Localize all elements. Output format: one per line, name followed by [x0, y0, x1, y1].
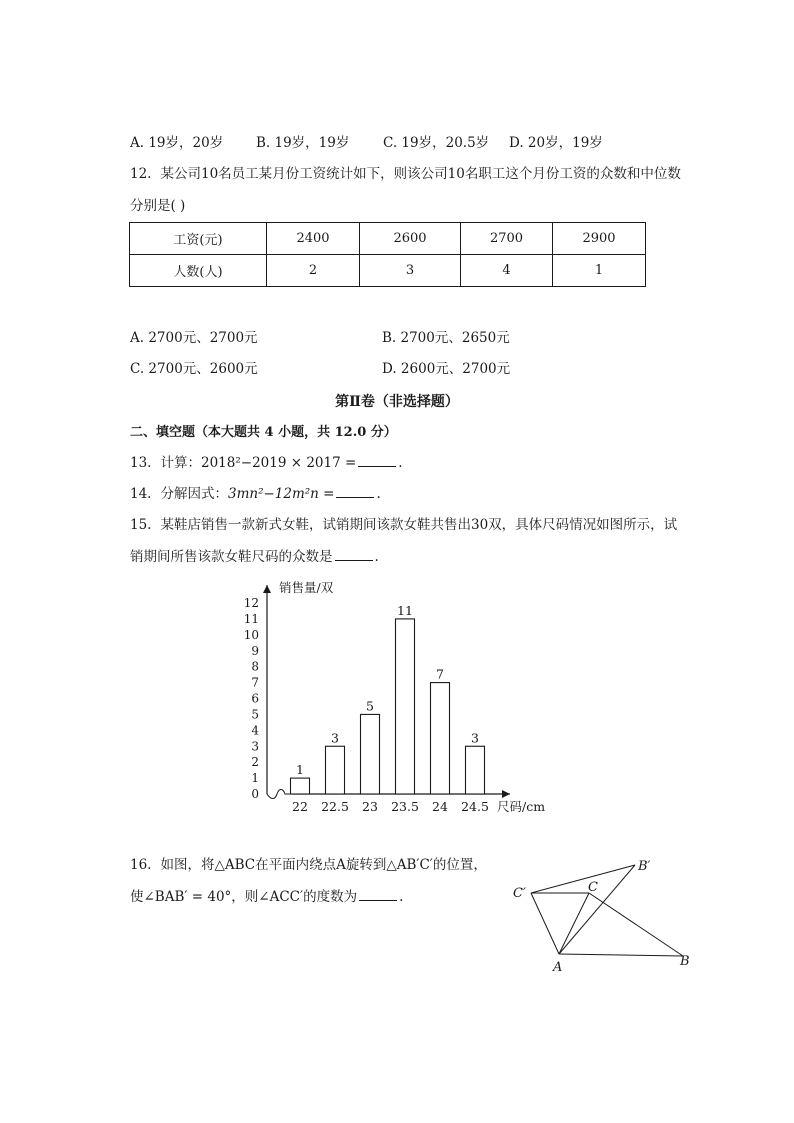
bar-value-label: 11 — [397, 602, 413, 618]
point-c-label: C — [588, 880, 598, 895]
answer-blank — [336, 483, 374, 498]
y-tick-label: 9 — [251, 643, 259, 658]
q12-stem-text: 某公司10名员工某月份工资统计如下，则该公司10名职工这个月份工资的众数和中位数 — [160, 166, 681, 182]
q11-option-a: A. 19岁，20岁 — [130, 135, 224, 151]
segment-a-b-prime — [559, 865, 635, 954]
y-tick-label: 10 — [243, 627, 259, 642]
bar — [431, 683, 450, 794]
q13-number: 13. — [130, 455, 152, 471]
section-subtitle: 二、填空题（本大题共 4 小题，共 12.0 分） — [130, 425, 397, 440]
q16-number: 16. — [130, 857, 152, 873]
answer-blank — [358, 452, 396, 467]
bar — [291, 778, 310, 794]
q13-suffix: . — [398, 455, 403, 471]
bar-value-label: 3 — [331, 730, 339, 746]
y-tick-label: 12 — [243, 596, 259, 610]
table-cell: 1 — [553, 255, 646, 287]
q15-line1 — [130, 515, 677, 535]
bar-value-label: 5 — [366, 698, 374, 714]
point-a-label: A — [553, 960, 563, 975]
q15-line2 — [130, 546, 379, 567]
q15-text: 某鞋店销售一款新式女鞋，试销期间该款女鞋共售出30双，具体尺码情况如图所示，试 — [160, 517, 678, 533]
q12-option-a: A. 2700元、2700元 — [130, 330, 258, 346]
q14-suffix: . — [376, 486, 381, 502]
table-cell: 3 — [360, 255, 461, 287]
point-c-prime-label: C′ — [513, 886, 526, 901]
table-cell: 2700 — [461, 223, 553, 255]
q12-option-d: D. 2600元、2700元 — [382, 361, 511, 377]
bar — [396, 619, 415, 794]
y-tick-label: 11 — [243, 611, 259, 626]
point-b-label: B — [680, 954, 690, 969]
q14-number: 14. — [130, 486, 152, 502]
q12-option-b: B. 2700元、2650元 — [382, 330, 510, 346]
segment-c-b — [589, 893, 683, 956]
segment-a-b — [559, 954, 683, 956]
q16-text-2: 使∠BAB′ = 40°，则∠ACC′的度数为 — [130, 889, 358, 905]
y-axis-arrow — [263, 585, 271, 593]
x-tick-label: 23 — [362, 799, 378, 814]
wage-table-row — [130, 255, 646, 287]
x-tick-label: 24 — [432, 799, 448, 814]
y-axis-label: 销售量/双 — [279, 580, 334, 595]
x-tick-label: 24.5 — [461, 799, 489, 814]
wage-table — [129, 222, 646, 287]
table-cell: 2 — [267, 255, 360, 287]
shoe-size-bar-chart — [220, 570, 560, 820]
q16-suffix: . — [399, 889, 404, 905]
x-axis-arrow — [502, 790, 510, 798]
x-tick-label: 23.5 — [391, 799, 419, 814]
answer-blank — [359, 886, 397, 901]
q16-text: 如图，将△ABC在平面内绕点A旋转到△AB′C′的位置， — [160, 857, 487, 873]
answer-blank — [335, 546, 373, 561]
y-tick-label: 3 — [251, 739, 259, 754]
q12-number: 12. — [130, 166, 152, 182]
q13-expression: 2018²−2019 × 2017 = — [200, 455, 357, 471]
x-tick-label: 22 — [292, 799, 308, 814]
x-tick-label: 22.5 — [321, 799, 349, 814]
q14-prefix: 分解因式： — [160, 486, 228, 502]
bar-value-label: 3 — [471, 730, 479, 746]
bar — [326, 746, 345, 794]
q16-line1 — [130, 855, 487, 875]
bar-value-label: 7 — [436, 666, 444, 682]
bar-value-label: 1 — [296, 762, 304, 778]
table-cell: 2900 — [553, 223, 646, 255]
y-tick-label: 1 — [251, 771, 259, 786]
section-title: 第Ⅱ卷（非选择题） — [335, 394, 459, 410]
q12-stem-line2: 分别是( ) — [130, 198, 186, 214]
y-tick-label: 5 — [251, 707, 259, 722]
segment-c-prime-b-prime — [531, 865, 635, 893]
point-b-prime-label: B′ — [638, 859, 651, 874]
table-cell: 2400 — [267, 223, 360, 255]
y-tick-label: 2 — [251, 755, 259, 770]
x-axis-label: 尺码/cm — [497, 799, 546, 814]
table-cell: 4 — [461, 255, 553, 287]
q14 — [130, 483, 381, 504]
q16-line2 — [130, 886, 403, 907]
table-cell: 2600 — [360, 223, 461, 255]
q15-suffix: . — [374, 549, 379, 565]
table-cell: 人数(人) — [130, 255, 267, 287]
axis-break-mark — [267, 790, 292, 799]
y-tick-label: 8 — [251, 659, 259, 674]
q15-text-2: 销期间所售该款女鞋尺码的众数是 — [130, 549, 333, 565]
q13-prefix: 计算： — [160, 455, 201, 471]
bar — [466, 746, 485, 794]
q11-option-d: D. 20岁，19岁 — [509, 135, 603, 151]
q13 — [130, 452, 403, 473]
q12-option-c: C. 2700元、2600元 — [130, 361, 258, 377]
q11-option-c: C. 19岁，20.5岁 — [383, 135, 490, 151]
y-tick-label: 0 — [251, 787, 259, 801]
y-tick-label: 7 — [251, 675, 259, 690]
bar — [361, 714, 380, 794]
rotation-triangle-figure — [505, 850, 705, 975]
q12-stem-line1 — [130, 164, 681, 184]
wage-table-header-row — [130, 223, 646, 255]
table-cell: 工资(元) — [130, 223, 267, 255]
segment-a-c-prime — [531, 893, 559, 954]
y-tick-label: 4 — [251, 723, 259, 738]
q11-option-b: B. 19岁，19岁 — [256, 135, 350, 151]
q14-expression: 3mn²−12m²n = — [227, 486, 335, 502]
y-tick-label: 6 — [251, 691, 259, 706]
q15-number: 15. — [130, 517, 152, 533]
